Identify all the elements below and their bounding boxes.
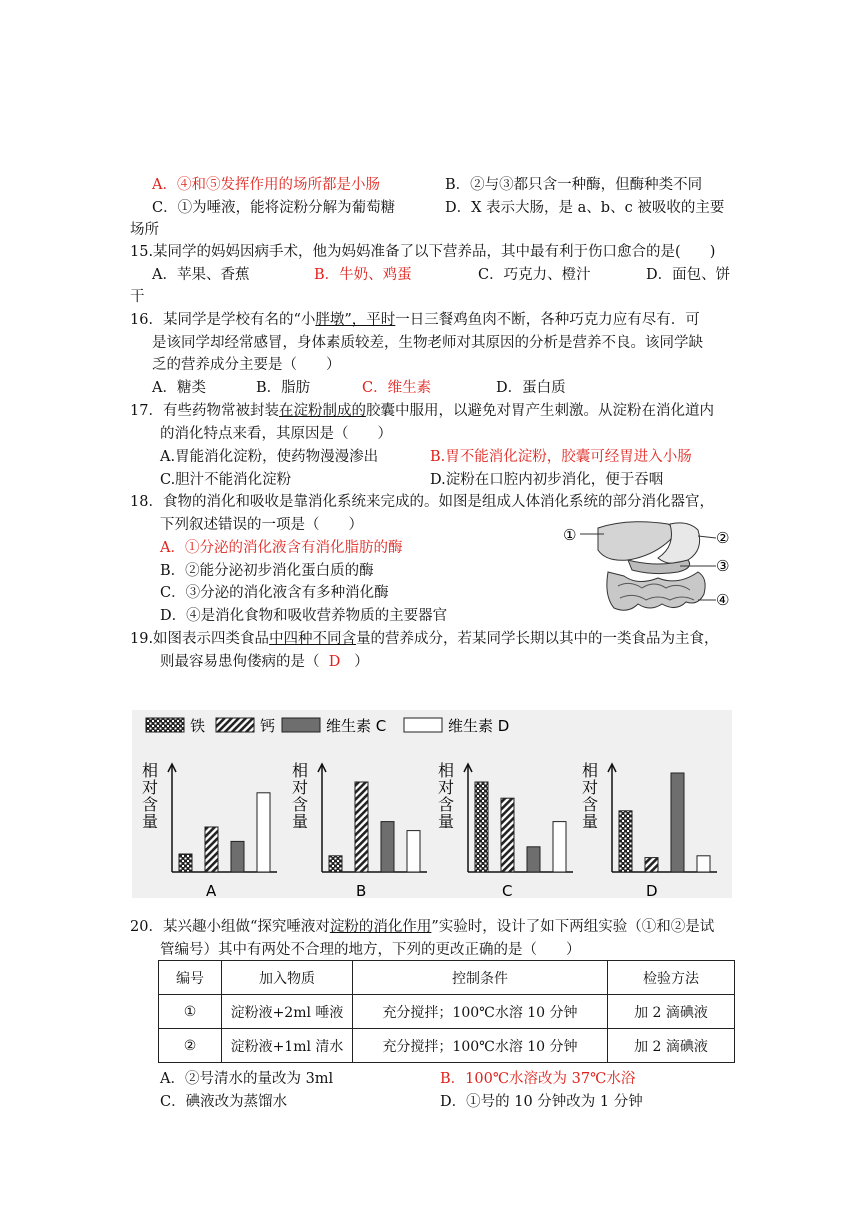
table-header-cell: 检验方法 xyxy=(608,961,735,995)
table-cell: ② xyxy=(159,1029,222,1063)
experiment-table xyxy=(158,960,735,1063)
q17-stem-line1: 17．有些药物常被封装在淀粉制成的胶囊中服用，以避免对胃产生刺激。从淀粉在消化道内 xyxy=(130,403,714,419)
bar xyxy=(501,798,514,872)
q16-stem-line1: 16．某同学是学校有名的“小胖墩”，平时一日三餐鸡鱼肉不断，各种巧克力应有尽有．可 xyxy=(130,312,700,328)
bar xyxy=(671,773,684,872)
bar xyxy=(355,782,368,872)
ylabel-char: 相 xyxy=(438,761,455,780)
digestive-organs-figure xyxy=(558,516,748,618)
ylabel-char: 量 xyxy=(438,812,455,831)
table-cell: 充分搅拌；100℃水溶 10 分钟 xyxy=(353,1029,608,1063)
q19-stem-line1: 19.如图表示四类食品中四种不同含量的营养成分，若某同学长期以其中的一类食品为主食， xyxy=(130,631,719,647)
bar xyxy=(527,847,540,872)
q16-option-c: C．维生素 xyxy=(362,380,432,396)
legend-swatch xyxy=(216,718,254,732)
q15-option-d: D．面包、饼 xyxy=(646,267,731,283)
ylabel-char: 对 xyxy=(142,778,159,797)
table-header-cell: 加入物质 xyxy=(222,961,353,995)
legend-label: 维生素 C xyxy=(326,717,387,735)
table-cell: 淀粉液+2ml 唾液 xyxy=(222,995,353,1029)
q15-stem: 15.某同学的妈妈因病手术，他为妈妈准备了以下营养品，其中最有利于伤口愈合的是( ) xyxy=(130,244,716,260)
q16-option-b: B．脂肪 xyxy=(256,380,311,396)
table-header-row xyxy=(159,961,735,995)
q18-stem-line1: 18．食物的消化和吸收是靠消化系统来完成的。如图是组成人体消化系统的部分消化器官， xyxy=(130,494,714,510)
bar xyxy=(329,856,342,872)
q16-stem-line3: 乏的营养成分主要是（ ） xyxy=(152,357,341,373)
legend-swatch xyxy=(404,718,442,732)
ylabel-char: 量 xyxy=(582,812,599,831)
ylabel-char: 相 xyxy=(292,761,309,780)
legend-swatch xyxy=(282,718,320,732)
organ-label-1: ① xyxy=(563,526,577,544)
category-label: C xyxy=(502,882,513,898)
q14-option-c: C．①为唾液，能将淀粉分解为葡萄糖 xyxy=(152,200,396,216)
organ-label-4: ④ xyxy=(716,591,730,609)
q18-option-a: A．①分泌的消化液含有消化脂肪的酶 xyxy=(160,540,403,556)
q20-option-d: D．①号的 10 分钟改为 1 分钟 xyxy=(440,1094,643,1110)
q20-option-b: B．100℃水溶改为 37℃水浴 xyxy=(440,1071,636,1087)
legend-swatch xyxy=(146,718,184,732)
organ-label-2: ② xyxy=(716,529,730,547)
table-cell: 充分搅拌；100℃水溶 10 分钟 xyxy=(353,995,608,1029)
q18-option-d: D．④是消化食物和吸收营养物质的主要器官 xyxy=(160,608,448,624)
q20-option-a: A．②号清水的量改为 3ml xyxy=(160,1071,334,1087)
bar xyxy=(257,793,270,872)
q15-option-c: C．巧克力、橙汁 xyxy=(478,267,591,283)
organ-label-3: ③ xyxy=(716,557,730,575)
bar xyxy=(619,811,632,872)
legend-label: 钙 xyxy=(260,717,276,735)
bar xyxy=(475,782,488,872)
q17-option-a: A.胃能消化淀粉，使药物漫漫渗出 xyxy=(160,449,379,465)
legend-label: 铁 xyxy=(190,717,206,735)
table-cell: 加 2 滴碘液 xyxy=(608,995,735,1029)
q20-option-c: C．碘液改为蒸馏水 xyxy=(160,1094,288,1110)
q17-option-d: D.淀粉在口腔内初步消化，便于吞咽 xyxy=(430,472,664,488)
ylabel-char: 量 xyxy=(142,812,159,831)
q17-option-b: B.胃不能消化淀粉，胶囊可经胃进入小肠 xyxy=(430,449,692,465)
q18-option-b: B．②能分泌初步消化蛋白质的酶 xyxy=(160,563,374,579)
table-header-cell: 编号 xyxy=(159,961,222,995)
ylabel-char: 对 xyxy=(438,778,455,797)
q14-option-a: A．④和⑤发挥作用的场所都是小肠 xyxy=(152,177,380,193)
q15-option-b: B．牛奶、鸡蛋 xyxy=(314,267,412,283)
q16-stem-line2: 是该同学却经常感冒，身体素质较差，生物老师对其原因的分析是营养不良。该同学缺 xyxy=(152,335,703,351)
ylabel-char: 相 xyxy=(582,761,599,780)
q16-option-d: D．蛋白质 xyxy=(496,380,566,396)
q17-option-c: C.胆汁不能消化淀粉 xyxy=(160,472,292,488)
bar xyxy=(231,841,244,872)
ylabel-char: 相 xyxy=(142,761,159,780)
ylabel-char: 含 xyxy=(142,795,159,814)
q17-stem-line2: 的消化特点来看，其原因是（ ） xyxy=(160,426,392,442)
table-cell: 加 2 滴碘液 xyxy=(608,1029,735,1063)
q16-option-a: A．糖类 xyxy=(152,380,206,396)
q20-stem-line2: 管编号）其中有两处不合理的地方，下列的更改正确的是（ ） xyxy=(160,942,581,958)
bar xyxy=(381,822,394,872)
category-label: B xyxy=(356,882,367,898)
q14-option-d-cont: 场所 xyxy=(130,222,159,238)
legend-label: 维生素 D xyxy=(448,717,510,735)
table-cell: 淀粉液+1ml 清水 xyxy=(222,1029,353,1063)
ylabel-char: 含 xyxy=(582,795,599,814)
bar xyxy=(553,822,566,872)
ylabel-char: 含 xyxy=(292,795,309,814)
category-label: A xyxy=(206,882,217,898)
q19-stem-line2: 则最容易患佝偻病的是（ D ） xyxy=(160,654,369,670)
q15-option-d-cont: 干 xyxy=(130,289,145,305)
nutrient-bar-charts xyxy=(132,710,732,898)
bar xyxy=(205,827,218,872)
q15-option-a: A．苹果、香蕉 xyxy=(152,267,250,283)
q14-option-b: B．②与③都只含一种酶，但酶种类不同 xyxy=(445,177,703,193)
table-cell: ① xyxy=(159,995,222,1029)
ylabel-char: 对 xyxy=(582,778,599,797)
bar xyxy=(407,831,420,872)
q19-answer: D xyxy=(328,654,341,670)
bar xyxy=(179,854,192,872)
ylabel-char: 量 xyxy=(292,812,309,831)
ylabel-char: 对 xyxy=(292,778,309,797)
bar xyxy=(697,856,710,872)
table-row xyxy=(159,1029,735,1063)
bar xyxy=(645,858,658,872)
ylabel-char: 含 xyxy=(438,795,455,814)
q18-stem-line2: 下列叙述错误的一项是（ ） xyxy=(160,517,363,533)
q20-stem-line1: 20．某兴趣小组做“探究唾液对淀粉的消化作用”实验时，设计了如下两组实验（①和②是试 xyxy=(130,919,715,935)
table-row xyxy=(159,995,735,1029)
category-label: D xyxy=(646,882,658,898)
q18-option-c: C．③分泌的消化液含有多种消化酶 xyxy=(160,585,389,601)
table-header-cell: 控制条件 xyxy=(353,961,608,995)
q14-option-d: D．X 表示大肠，是 a、b、c 被吸收的主要 xyxy=(445,200,725,216)
